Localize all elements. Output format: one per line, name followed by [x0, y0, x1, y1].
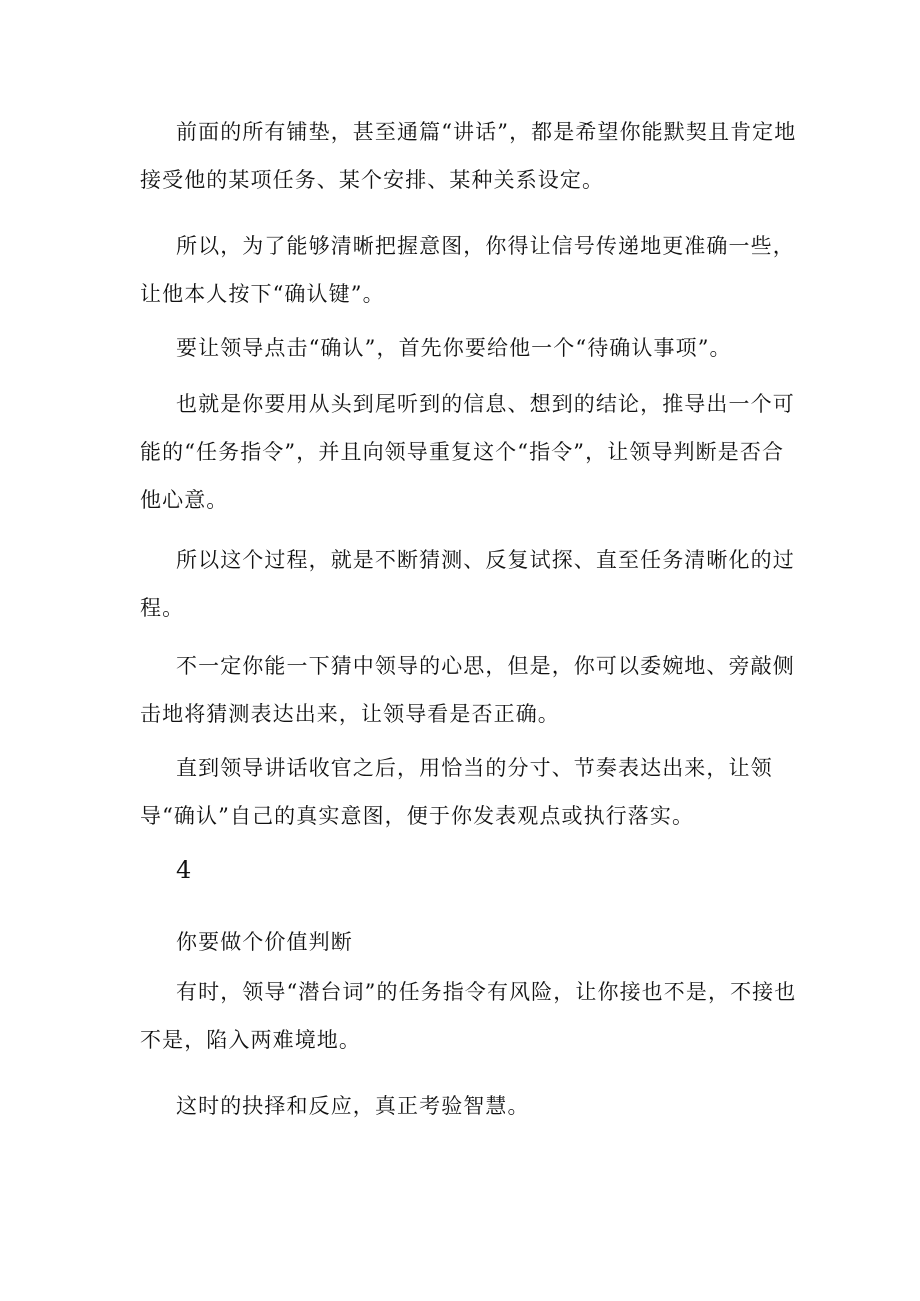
paragraph-4: 也就是你要用从头到尾听到的信息、想到的结论，推导出一个可能的“任务指令”，并且向领导重复这个“指令”，让领导判断是否合他心意。 [140, 392, 795, 512]
paragraph-3: 要让领导点击“确认”，首先你要给他一个“待确认事项”。 [176, 336, 732, 360]
paragraph-7: 直到领导讲话收官之后，用恰当的分寸、节奏表达出来，让领导“确认”自己的真实意图，便于你发表观点或执行落实。 [140, 756, 773, 828]
paragraph-5: 所以这个过程，就是不断猜测、反复试探、直至任务清晰化的过程。 [140, 548, 795, 620]
paragraph-6: 不一定你能一下猜中领导的心思，但是，你可以委婉地、旁敲侧击地将猜测表达出来，让领导看是否正确。 [140, 654, 795, 726]
section-number: 4 [176, 856, 192, 884]
paragraph-1: 前面的所有铺垫，甚至通篇“讲话”，都是希望你能默契且肯定地接受他的某项任务、某个安排、某种关系设定。 [140, 120, 797, 192]
paragraph-9: 这时的抉择和反应，真正考验智慧。 [176, 1094, 530, 1118]
section-heading: 你要做个价值判断 [176, 930, 353, 954]
paragraph-2: 所以，为了能够清晰把握意图，你得让信号传递地更准确一些，让他本人按下“确认键”。 [140, 234, 795, 306]
paragraph-8: 有时，领导“潜台词”的任务指令有风险，让你接也不是，不接也不是，陷入两难境地。 [140, 980, 797, 1052]
